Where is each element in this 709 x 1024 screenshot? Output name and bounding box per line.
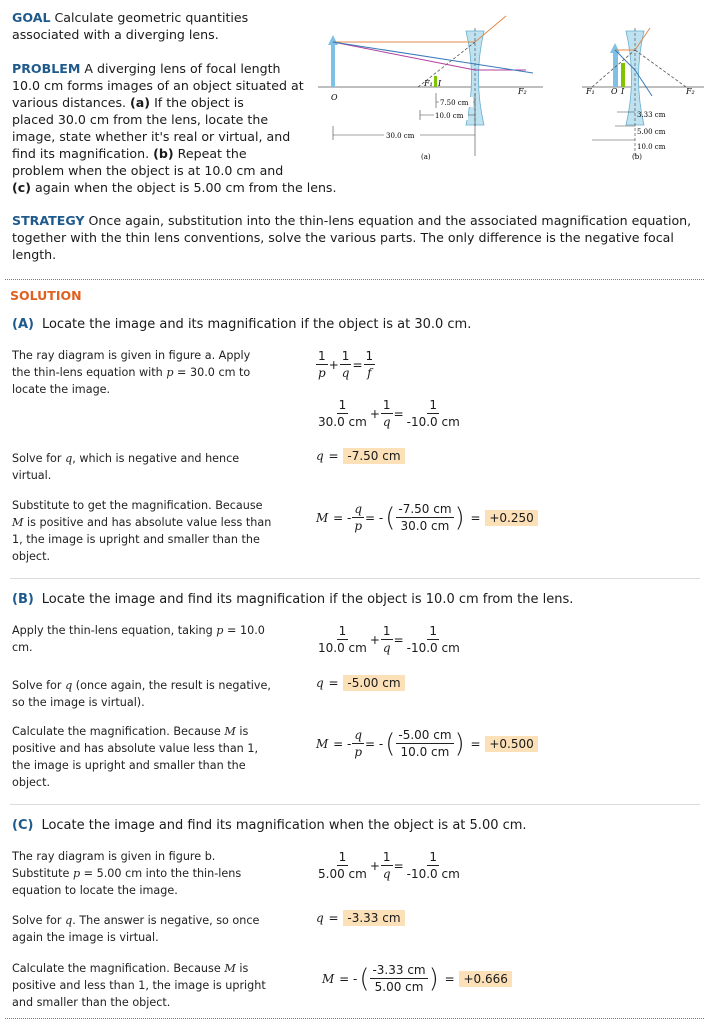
c-step-3 bbox=[12, 960, 272, 1011]
eq-den: p bbox=[354, 745, 362, 759]
section-b-title: Locate the image and find its magnification if the object is 10.0 cm from the lens. bbox=[41, 592, 574, 607]
step-text: The ray diagram is given in figure b. Substitute bbox=[12, 850, 216, 880]
step-text: = 5.00 cm into the thin-lens equation to locate the image. bbox=[12, 867, 242, 897]
var-p: p bbox=[72, 867, 81, 880]
figure-a-ray-diagram bbox=[318, 8, 543, 168]
b-step-1 bbox=[12, 622, 272, 656]
eq-den: 5.00 cm bbox=[318, 867, 367, 881]
c-q-result: q = -3.33 cm bbox=[316, 910, 405, 926]
figure-b-ray-diagram bbox=[582, 8, 704, 168]
eq-num: 1 bbox=[382, 624, 391, 638]
step-text: is positive and has absolute value less than 1, the image is upright and smaller than the object. bbox=[12, 725, 258, 789]
eq-num: q bbox=[354, 728, 362, 742]
a-step-2 bbox=[12, 450, 272, 484]
section-c-header bbox=[12, 818, 527, 833]
b-step-3 bbox=[12, 723, 272, 791]
fig-b-caption: (b) bbox=[632, 153, 642, 161]
problem-line: placed 30.0 cm from the lens, locate the bbox=[12, 112, 269, 127]
step-text: The ray diagram is given in figure a. Apply the thin-lens equation with bbox=[12, 349, 251, 379]
b-magnification: M = - $\frac{q}{p}$ = - ( $\frac{-5.00 cm}{10.0 cm}$ ) = +0.500 bbox=[316, 728, 538, 759]
c-step-1 bbox=[12, 848, 272, 899]
fig-b-label-o: O bbox=[611, 87, 618, 96]
eq-den: 30.0 cm bbox=[400, 519, 450, 533]
step-text: Solve for bbox=[12, 914, 62, 927]
solution-title: SOLUTION bbox=[10, 288, 82, 303]
eq-num: 1 bbox=[382, 850, 391, 864]
problem-line: Repeat the bbox=[177, 146, 247, 161]
var-q: q bbox=[316, 676, 324, 690]
problem-part-a: (a) bbox=[130, 95, 151, 110]
a-q-value: -7.50 cm bbox=[343, 448, 404, 464]
c-m-value: +0.666 bbox=[459, 971, 511, 987]
problem-line: image, state whether it's real or virtual, and bbox=[12, 129, 291, 144]
c-magnification: M = - ( $\frac{-3.33 cm}{5.00 cm}$ ) = +0.666 bbox=[322, 963, 512, 994]
eq-den: p bbox=[318, 366, 326, 380]
section-b-label: (B) bbox=[12, 592, 34, 607]
strategy-label: STRATEGY bbox=[12, 213, 85, 228]
a-q-result: q = -7.50 cm bbox=[316, 448, 405, 464]
separator bbox=[10, 804, 700, 805]
a-m-value: +0.250 bbox=[485, 510, 537, 526]
separator bbox=[10, 578, 700, 579]
eq-den: -10.0 cm bbox=[406, 415, 460, 429]
eq-den: -10.0 cm bbox=[406, 641, 460, 655]
c-substituted-equation: $\frac{1}{5.00 cm}$ + $\frac{1}{q}$ = $\frac{1}{-10.0 cm}$ bbox=[318, 850, 460, 881]
var-p: p bbox=[166, 366, 174, 379]
strategy-text: Once again, substitution into the thin-lens equation and the associated magnification equation, together with the thin lens conventions, solve the various parts. The only difference is the negative focal length. bbox=[12, 213, 692, 262]
section-a-title: Locate the image and its magnification if the object is at 30.0 cm. bbox=[41, 317, 472, 332]
a-step-1 bbox=[12, 347, 272, 398]
step-text: Apply the thin-lens equation, taking bbox=[12, 624, 213, 637]
var-m: M bbox=[316, 736, 329, 751]
goal-section bbox=[12, 9, 302, 43]
c-step-2 bbox=[12, 912, 272, 946]
var-q: q bbox=[65, 679, 73, 692]
eq-num: 1 bbox=[318, 349, 326, 363]
eq-num: 1 bbox=[365, 349, 374, 363]
fig-a-caption: (a) bbox=[421, 153, 431, 161]
eq-den: q bbox=[341, 366, 350, 380]
b-q-result: q = -5.00 cm bbox=[316, 675, 405, 691]
eq-den: f bbox=[367, 366, 372, 380]
step-text: Solve for bbox=[12, 679, 62, 692]
fig-a-label-f2: F₂ bbox=[518, 87, 527, 96]
section-c-label: (C) bbox=[12, 818, 34, 833]
var-m: M bbox=[316, 510, 329, 525]
eq-den: 10.0 cm bbox=[318, 641, 367, 655]
problem-line: find its magnification. bbox=[12, 146, 150, 161]
eq-den: 5.00 cm bbox=[374, 980, 424, 994]
step-text: Solve for bbox=[12, 452, 62, 465]
eq-den: -10.0 cm bbox=[406, 867, 460, 881]
divider bbox=[5, 1018, 704, 1019]
problem-line: various distances. bbox=[12, 95, 127, 110]
eq-num: 1 bbox=[338, 850, 347, 864]
eq-num: 1 bbox=[382, 398, 391, 412]
fig-b-label-f1: F₁ bbox=[586, 87, 595, 96]
step-text: Calculate the magnification. Because bbox=[12, 725, 221, 738]
eq-num: 1 bbox=[429, 624, 438, 638]
b-substituted-equation: $\frac{1}{10.0 cm}$ + $\frac{1}{q}$ = $\frac{1}{-10.0 cm}$ bbox=[318, 624, 460, 655]
object-arrow-b bbox=[613, 50, 618, 87]
step-text: is positive and has absolute value less than 1, the image is upright and smaller than the object. bbox=[12, 516, 272, 563]
eq-num: 1 bbox=[429, 398, 438, 412]
section-c-title: Locate the image and find its magnification when the object is at 5.00 cm. bbox=[41, 818, 527, 833]
step-text: , which is negative and hence virtual. bbox=[12, 452, 240, 482]
eq-den: p bbox=[354, 519, 362, 533]
section-a-label: (A) bbox=[12, 317, 34, 332]
var-p: p bbox=[216, 624, 224, 637]
b-step-2 bbox=[12, 677, 272, 711]
divider bbox=[5, 279, 704, 280]
var-m: M bbox=[224, 962, 236, 975]
problem-line: If the object is bbox=[154, 95, 244, 110]
section-a-header bbox=[12, 317, 471, 332]
eq-num: -5.00 cm bbox=[398, 728, 452, 742]
step-text: Calculate the magnification. Because bbox=[12, 962, 221, 975]
step-text: = 10.0 cm. bbox=[12, 624, 265, 654]
problem-label: PROBLEM bbox=[12, 61, 81, 76]
image-arrow bbox=[434, 76, 437, 87]
a-substituted-equation: $\frac{1}{30.0 cm}$ + $\frac{1}{q}$ = $\frac{1}{-10.0 cm}$ bbox=[318, 398, 460, 429]
eq-num: 1 bbox=[429, 850, 438, 864]
var-m: M bbox=[12, 516, 24, 529]
c-q-value: -3.33 cm bbox=[343, 910, 404, 926]
fig-b-dim-500: 5.00 cm bbox=[637, 128, 666, 136]
fig-b-label-i: I bbox=[621, 87, 625, 96]
b-m-value: +0.500 bbox=[485, 736, 537, 752]
step-text: . The answer is negative, so once again the image is virtual. bbox=[12, 914, 260, 944]
problem-line: 10.0 cm forms images of an object situated at bbox=[12, 78, 304, 93]
thin-lens-equation: $\frac{1}{p}$ + $\frac{1}{q}$ = $\frac{1}{f}$ bbox=[318, 349, 374, 380]
problem-part-c: (c) bbox=[12, 180, 31, 195]
goal-label: GOAL bbox=[12, 10, 51, 25]
eq-den: q bbox=[382, 415, 391, 429]
eq-num: -7.50 cm bbox=[398, 502, 452, 516]
step-text: Substitute to get the magnification. Because bbox=[12, 499, 263, 512]
eq-num: -3.33 cm bbox=[372, 963, 426, 977]
problem-line: again when the object is 5.00 cm from the lens. bbox=[35, 180, 337, 195]
step-text: = 30.0 cm to locate the image. bbox=[12, 366, 251, 396]
eq-num: 1 bbox=[338, 624, 347, 638]
eq-den: q bbox=[382, 641, 391, 655]
a-magnification: M = - $\frac{q}{p}$ = - ( $\frac{-7.50 cm}{30.0 cm}$ ) = +0.250 bbox=[316, 502, 538, 533]
fig-a-dim-100: 10.0 cm bbox=[435, 112, 464, 120]
fig-a-label-o: O bbox=[331, 93, 338, 102]
var-q: q bbox=[65, 914, 73, 927]
eq-den: 10.0 cm bbox=[400, 745, 450, 759]
var-q: q bbox=[65, 452, 73, 465]
fig-a-label-i: I bbox=[438, 79, 442, 88]
problem-line: problem when the object is at 10.0 cm and bbox=[12, 163, 284, 178]
object-arrow bbox=[331, 42, 335, 87]
var-q: q bbox=[316, 911, 324, 925]
fig-b-dim-333: 3.33 cm bbox=[637, 111, 666, 119]
fig-b-dim-100: 10.0 cm bbox=[637, 143, 666, 151]
a-step-3 bbox=[12, 497, 272, 565]
step-text: (once again, the result is negative, so the image is virtual). bbox=[12, 679, 271, 709]
fig-a-dim-750: 7.50 cm bbox=[440, 99, 469, 107]
fig-a-label-f1: F₁ bbox=[424, 79, 433, 88]
eq-den: q bbox=[382, 867, 391, 881]
strategy-section bbox=[12, 212, 692, 263]
var-m: M bbox=[322, 971, 335, 986]
step-text: is positive and less than 1, the image is upright and smaller than the object. bbox=[12, 962, 266, 1009]
goal-text: Calculate geometric quantities associated with a diverging lens. bbox=[12, 10, 249, 42]
eq-num: 1 bbox=[341, 349, 350, 363]
fig-b-label-f2: F₂ bbox=[686, 87, 695, 96]
b-q-value: -5.00 cm bbox=[343, 675, 404, 691]
problem-line: A diverging lens of focal length bbox=[84, 61, 281, 76]
var-m: M bbox=[224, 725, 236, 738]
var-q: q bbox=[316, 449, 324, 463]
image-arrow-b bbox=[621, 63, 625, 87]
fig-a-dim-300: 30.0 cm bbox=[386, 132, 415, 140]
eq-den: 30.0 cm bbox=[318, 415, 367, 429]
eq-num: q bbox=[354, 502, 362, 516]
problem-part-b: (b) bbox=[153, 146, 174, 161]
eq-num: 1 bbox=[338, 398, 347, 412]
section-b-header bbox=[12, 592, 573, 607]
